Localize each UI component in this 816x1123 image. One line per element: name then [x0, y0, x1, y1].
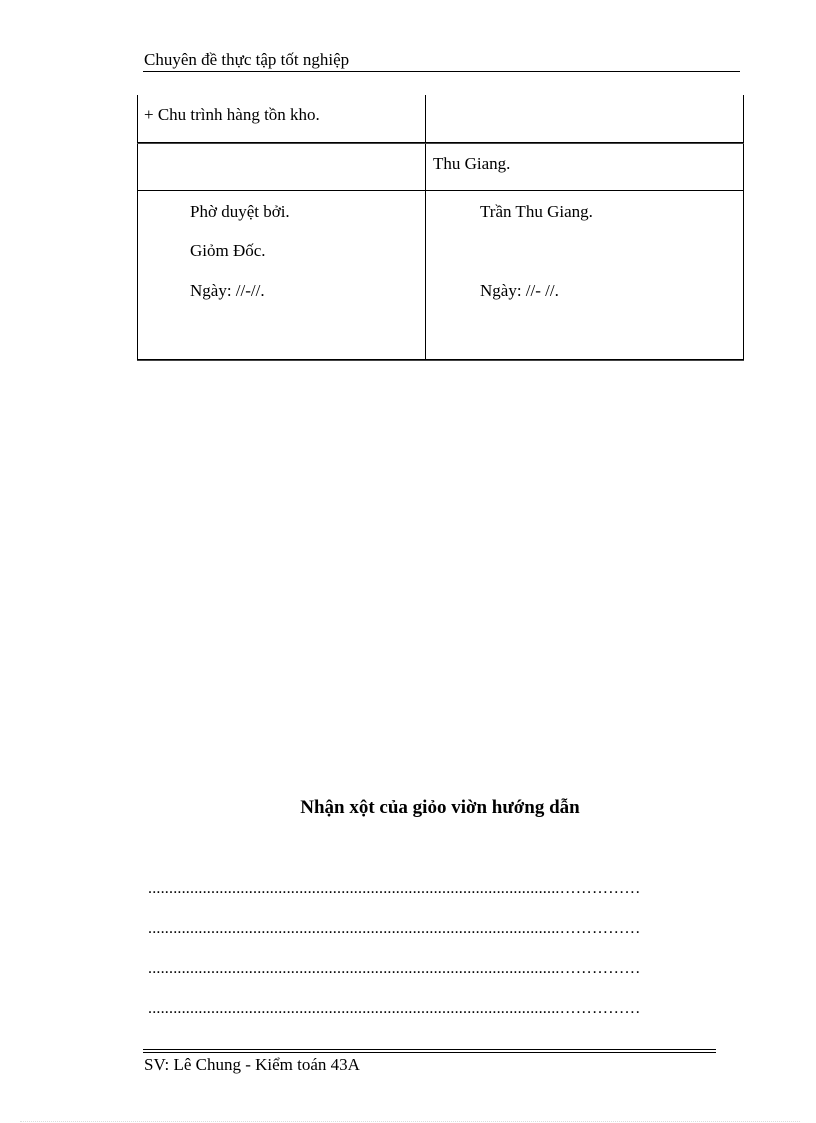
table-middle-border: [425, 95, 426, 360]
right-date-label: Ngày: //- //.: [480, 281, 559, 300]
approved-by-label: Phờ duyệt bởi.: [190, 202, 290, 221]
footer-rule-top: [143, 1049, 716, 1050]
row1-left-cell: + Chu trình hàng tồn kho.: [144, 105, 320, 124]
row2-right-cell: Thu Giang.: [433, 154, 511, 173]
comment-dotted-line: ..................................................................................................……………: [148, 880, 641, 897]
header-rule: [143, 71, 740, 72]
comment-title: Nhận xột của giỏo viờn hướng dẫn: [300, 797, 580, 818]
approval-table: [137, 95, 744, 360]
preparer-name: Trần Thu Giang.: [480, 202, 593, 221]
footer-rule-bottom: [143, 1052, 716, 1053]
comment-dotted-line: ..................................................................................................……………: [148, 1000, 641, 1017]
director-label: Giỏm Đốc.: [190, 241, 266, 260]
comment-dotted-line: ..................................................................................................……………: [148, 960, 641, 977]
table-left-border: [137, 95, 138, 360]
table-bottom-border: [137, 359, 744, 360]
header-title: Chuyên đề thực tập tốt nghiệp: [144, 50, 350, 69]
left-date-label: Ngày: //-//.: [190, 281, 265, 300]
table-row-divider: [137, 190, 744, 191]
table-right-border: [743, 95, 744, 360]
table-row-divider: [137, 142, 744, 143]
footer-text: SV: Lê Chung - Kiểm toán 43A: [144, 1055, 360, 1074]
comment-dotted-line: ..................................................................................................……………: [148, 920, 641, 937]
page-bottom-dots: [20, 1121, 800, 1122]
